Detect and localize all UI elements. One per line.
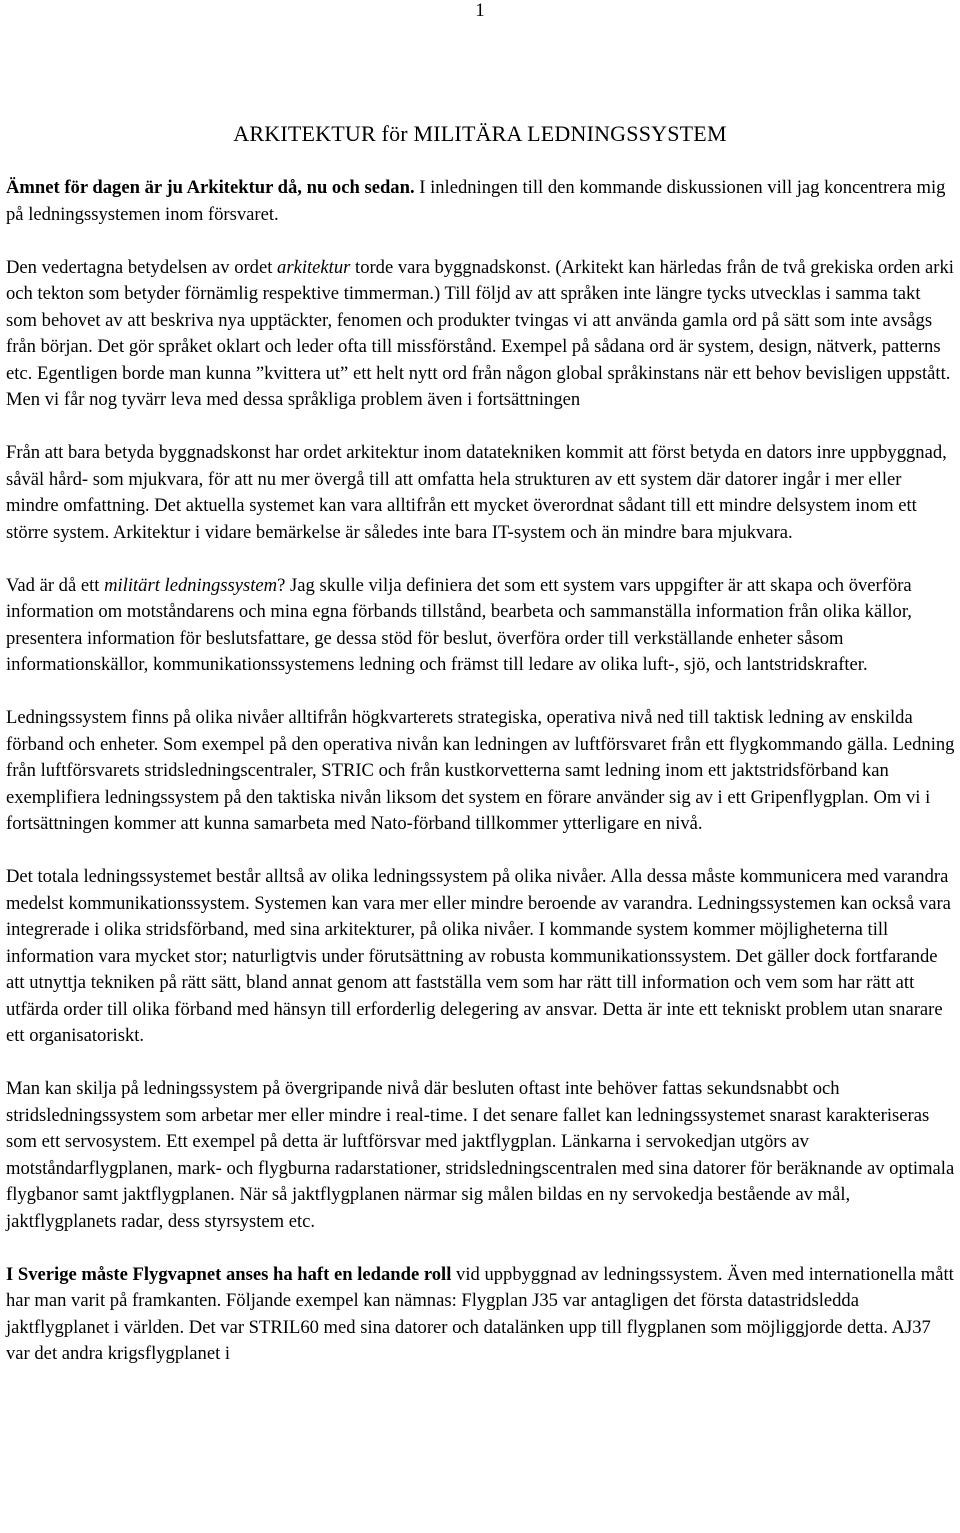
sweden-bold-text: I Sverige måste Flygvapnet anses ha haft en ledande roll — [6, 1263, 452, 1285]
definition-text-a: Den vedertagna betydelsen av ordet — [6, 256, 278, 278]
sweden-text: vid uppbyggnad av ledningssystem. Även med internationella mått har man varit på framkanten. Följande exempel kan nämnas: Flygplan J35 var antagligen det första datastridsledda jaktflygplanet i världen. Det var STRIL60 med sina datorer och datalänken upp till flygplanen som möjliggjorde detta. AJ37 var det andra krigsflygplanet i — [6, 1263, 954, 1364]
definition-text-b: torde vara byggnadskonst. (Arkitekt kan härledas från de två grekiska orden arki och tekton som betyder förnämlig respektive timmerman.) Till följd av att språken inte längre tycks utvecklas i samma takt som behovet av att beskriva nya upptäckter, fenomen och produkter tvingas vi att använda gamla ord på sätt som inte avsågs från början. Det gör språket oklart och leder ofta till missförstånd. Exempel på sådana ord är system, design, nätverk, patterns etc. Egentligen borde man kunna ”kvittera ut” ett helt nytt ord från någon global språkinstans när ett behov bevisligen uppstått. Men vi får nog tyvärr leva med dessa språkliga problem även i fortsättningen — [6, 256, 954, 410]
page-number: 1 — [475, 0, 485, 21]
paragraph-military-system — [6, 573, 956, 679]
definition-italic-term: arkitektur — [277, 256, 351, 278]
military-text-a: Vad är då ett — [6, 574, 105, 596]
paragraph-total-system: Det totala ledningssystemet består alltså av olika ledningssystem på olika nivåer. Alla dessa måste kommunicera med varandra medelst kommunikationssystem. Systemen kan vara mer eller mindre beroende av varandra. Ledningssystemen kan också vara integrerade i olika stridsförband, med sina arkitekturer, på olika nivåer. I kommande system kommer möjligheterna till information vara mycket stor; naturligtvis under förutsättning av robusta kommunikationssystem. Det gäller dock fortfarande att utnyttja tekniken på rätt sätt, bland annat genom att fastställa vem som har rätt till information och vem som har rätt att utfärda order till olika förband med hänsyn till erforderlig delegering av ansvar. Detta är inte ett tekniskt problem utan snarare ett organisatoriskt. — [6, 866, 951, 1046]
paragraph-datatechnics: Från att bara betyda byggnadskonst har ordet arkitektur inom datatekniken kommit att först betyda en dators inre uppbyggnad, såväl hård- som mjukvara, för att nu mer övergå till att omfatta hela strukturen av ett system där datorer ingår i mer eller mindre omfattning. Det aktuella systemet kan vara alltifrån ett mycket överordnat sådant till ett mindre delsystem inom ett större system. Arkitektur i vidare bemärkelse är således inte bara IT-system och än mindre bara mjukvara. — [6, 442, 947, 543]
military-text-b: ? Jag skulle vilja definiera det som ett system vars uppgifter är att skapa och överföra information om motståndarens och mina egna förbands tillstånd, bearbeta och sammanställa information från olika källor, presentera information för beslutsfattare, ge dessa stöd för beslut, överföra order till verkställande enheter såsom informationskällor, kommunikationssystemens ledning och främst till ledare av olika luft-, sjö, och lantstridskrafter. — [6, 574, 912, 675]
paragraph-definition — [6, 255, 956, 414]
intro-bold-text: Ämnet för dagen är ju Arkitektur då, nu och sedan. — [6, 177, 415, 198]
document-title: ARKITEKTUR för MILITÄRA LEDNINGSSYSTEM — [233, 121, 727, 146]
document-body — [6, 175, 956, 1368]
military-italic-term: militärt ledningssystem — [104, 574, 278, 596]
intro-text: I inledningen till den kommande diskussionen vill jag koncentrera mig på ledningssystemen inom försvaret. — [6, 177, 946, 225]
paragraph-servo: Man kan skilja på ledningssystem på övergripande nivå där besluten oftast inte behöver fattas sekundsnabbt och stridsledningssystem som arbetar mer eller mindre i real-time. I det senare fallet kan ledningssystemet snarast karakteriseras som ett servosystem. Ett exempel på detta är luftförsvar med jaktflygplan. Länkarna i servokedjan utgörs av motståndarflygplanen, mark- och flygburna radarstationer, stridsledningscentralen med sina datorer för beräknande av optimala flygbanor samt jaktflygplanen. När så jaktflygplanen närmar sig målen bildas en ny servokedja bestående av mål, jaktflygplanets radar, dess styrsystem etc. — [6, 1078, 955, 1232]
paragraph-sweden — [6, 1262, 956, 1368]
paragraph-levels: Ledningssystem finns på olika nivåer alltifrån högkvarterets strategiska, operativa nivå ned till taktisk ledning av enskilda förband och enheter. Som exempel på den operativa nivån kan ledningen av luftförsvaret från ett flygkommando gälla. Ledning från luftförsvarets stridsledningscentraler, STRIC och från kustkorvetterna samt ledning inom ett jaktstridsförband kan exemplifiera ledningssystem på den taktiska nivån liksom det system en förare använder sig av i ett Gripenflygplan. Om vi i fortsättningen kommer att kunna samarbeta med Nato-förband tillkommer ytterligare en nivå. — [6, 707, 955, 834]
paragraph-intro — [6, 175, 956, 228]
